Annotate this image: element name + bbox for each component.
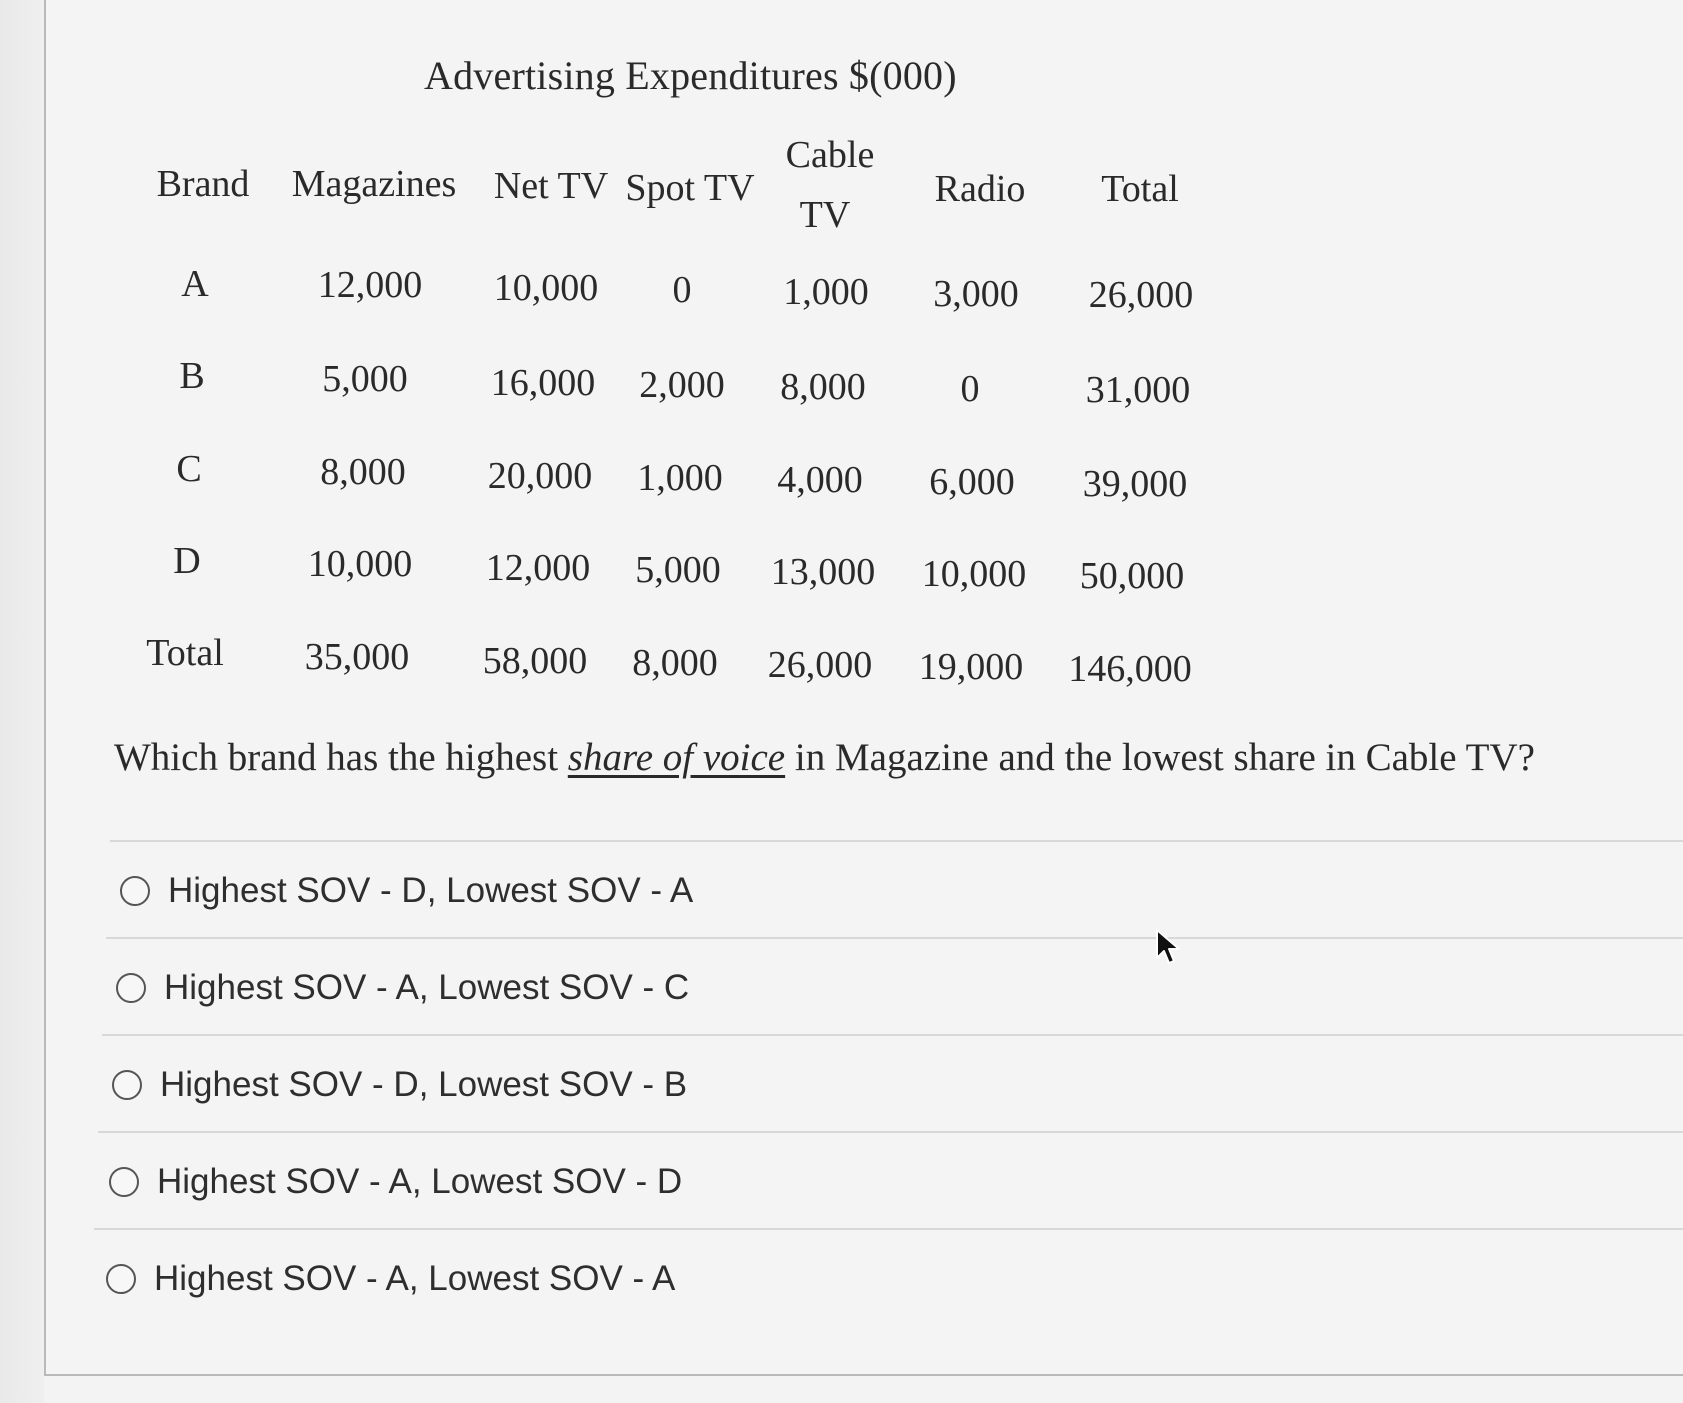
answer-option-label: Highest SOV - D, Lowest SOV - A bbox=[168, 871, 694, 910]
table-cell-radio: 6,000 bbox=[929, 461, 1015, 503]
table-cell-total: 31,000 bbox=[1085, 369, 1191, 411]
table-cell-cable-tv: 4,000 bbox=[777, 459, 863, 501]
table-cell-magazines: 8,000 bbox=[320, 451, 406, 493]
table-cell-magazines: 35,000 bbox=[304, 636, 410, 678]
table-cell-brand: D bbox=[173, 540, 201, 582]
table-cell-brand: B bbox=[179, 355, 205, 397]
header-cable-tv-line2: TV bbox=[799, 194, 851, 236]
header-radio: Radio bbox=[934, 168, 1026, 210]
background-edge bbox=[0, 0, 44, 1403]
table-cell-radio: 10,000 bbox=[921, 553, 1027, 595]
table-cell-spot-tv: 8,000 bbox=[632, 642, 718, 684]
answer-option-label: Highest SOV - A, Lowest SOV - D bbox=[157, 1162, 683, 1201]
radio-button[interactable] bbox=[106, 1264, 136, 1294]
table-cell-spot-tv: 0 bbox=[672, 269, 692, 311]
divider bbox=[94, 1228, 1683, 1230]
divider bbox=[98, 1131, 1683, 1133]
table-cell-net-tv: 10,000 bbox=[493, 267, 599, 309]
header-net-tv: Net TV bbox=[493, 165, 609, 207]
mouse-pointer-icon bbox=[1155, 928, 1181, 966]
header-total: Total bbox=[1101, 168, 1179, 210]
table-cell-spot-tv: 5,000 bbox=[635, 549, 721, 591]
divider bbox=[102, 1034, 1683, 1036]
answer-option[interactable] bbox=[116, 968, 689, 1008]
question-suffix: in Magazine and the lowest share in Cable TV? bbox=[785, 736, 1535, 779]
radio-button[interactable] bbox=[116, 973, 146, 1003]
table-cell-total: 26,000 bbox=[1088, 274, 1194, 316]
answer-option[interactable] bbox=[109, 1162, 682, 1202]
table-cell-radio: 3,000 bbox=[933, 273, 1019, 315]
answer-option-label: Highest SOV - A, Lowest SOV - A bbox=[154, 1259, 676, 1298]
answer-option-label: Highest SOV - A, Lowest SOV - C bbox=[164, 968, 690, 1007]
table-cell-net-tv: 12,000 bbox=[485, 547, 591, 589]
table-cell-spot-tv: 2,000 bbox=[639, 364, 725, 406]
table-cell-radio: 19,000 bbox=[918, 646, 1024, 688]
table-cell-total: 39,000 bbox=[1082, 463, 1188, 505]
table-cell-spot-tv: 1,000 bbox=[637, 457, 723, 499]
answer-option-label: Highest SOV - D, Lowest SOV - B bbox=[160, 1065, 688, 1104]
table-cell-magazines: 10,000 bbox=[307, 543, 413, 585]
radio-button[interactable] bbox=[120, 876, 150, 906]
header-brand: Brand bbox=[156, 163, 250, 205]
question-prefix: Which brand has the highest bbox=[114, 736, 568, 779]
table-cell-total: 146,000 bbox=[1068, 648, 1192, 690]
table-cell-magazines: 12,000 bbox=[317, 264, 423, 306]
table-cell-net-tv: 58,000 bbox=[482, 640, 588, 682]
table-cell-total: 50,000 bbox=[1079, 555, 1185, 597]
divider bbox=[106, 937, 1683, 939]
table-cell-net-tv: 16,000 bbox=[490, 362, 596, 404]
header-spot-tv: Spot TV bbox=[625, 167, 755, 209]
table-cell-net-tv: 20,000 bbox=[487, 455, 593, 497]
table-cell-cable-tv: 8,000 bbox=[780, 366, 866, 408]
table-cell-magazines: 5,000 bbox=[322, 358, 408, 400]
header-magazines: Magazines bbox=[291, 163, 457, 205]
table-cell-cable-tv: 1,000 bbox=[783, 271, 869, 313]
table-cell-brand: C bbox=[176, 448, 202, 490]
answer-option[interactable] bbox=[106, 1259, 675, 1299]
table-cell-cable-tv: 13,000 bbox=[770, 551, 876, 593]
table-cell-brand: A bbox=[181, 263, 209, 305]
radio-button[interactable] bbox=[112, 1070, 142, 1100]
share-of-voice-link[interactable]: share of voice bbox=[567, 736, 786, 779]
table-cell-cable-tv: 26,000 bbox=[767, 644, 873, 686]
table-cell-radio: 0 bbox=[960, 368, 980, 410]
answer-option[interactable] bbox=[112, 1065, 687, 1105]
table-cell-brand: Total bbox=[146, 632, 224, 674]
answer-option[interactable] bbox=[120, 871, 693, 911]
divider bbox=[110, 840, 1683, 842]
header-cable-tv-line1: Cable bbox=[785, 134, 875, 176]
table-title: Advertising Expenditures $(000) bbox=[424, 53, 957, 98]
question-text bbox=[114, 735, 1535, 780]
radio-button[interactable] bbox=[109, 1167, 139, 1197]
